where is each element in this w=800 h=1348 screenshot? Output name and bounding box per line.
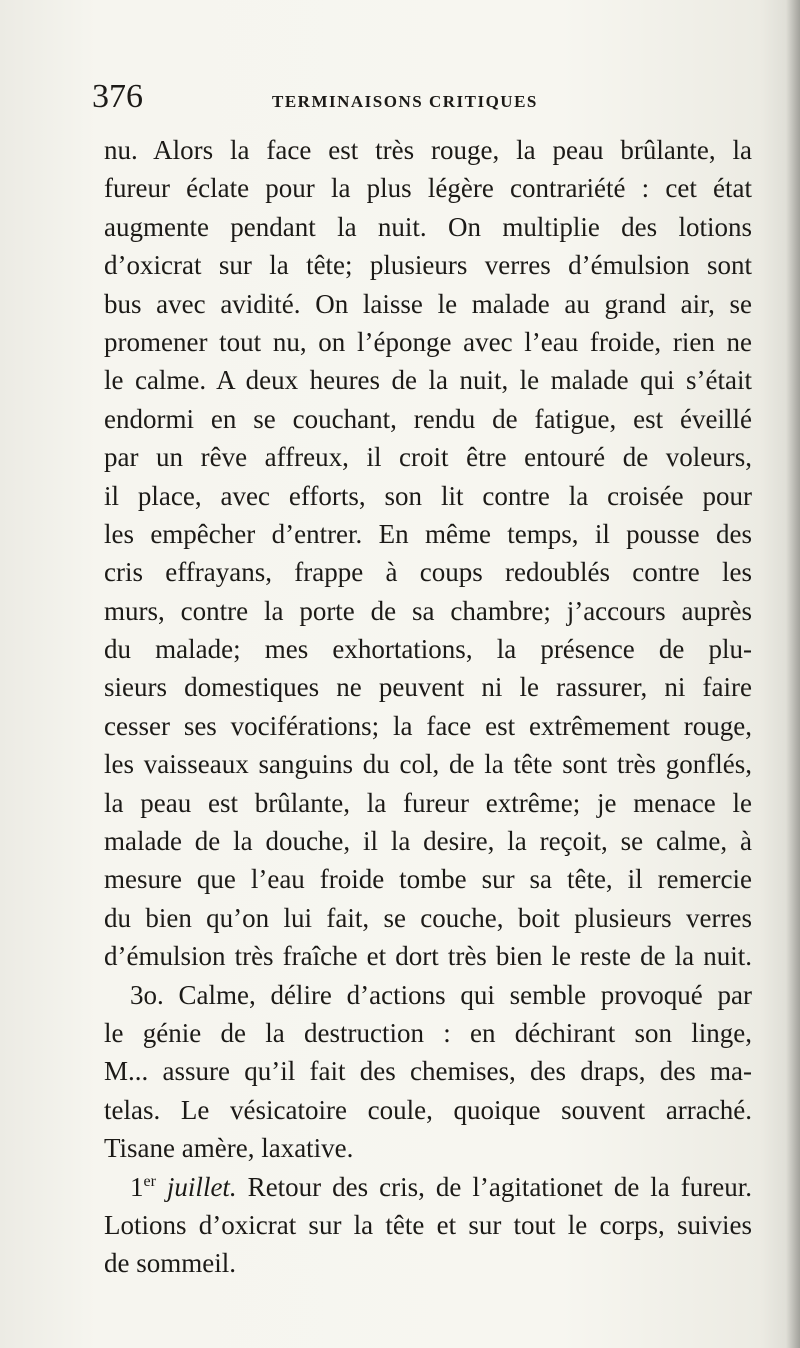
page-header <box>92 78 752 122</box>
text-line: la peau est brûlante, la fureur extrême; je menace le <box>104 787 752 818</box>
text-line: le génie de la destruction : en déchirant son linge, <box>104 1017 752 1048</box>
text-line: sieurs domestiques ne peuvent ni le rassurer, ni faire <box>104 672 752 703</box>
text-line: Lotions d’oxicrat sur la tête et sur tout le corps, suivies <box>104 1209 752 1240</box>
text-line: cris effrayans, frappe à coups redoublés contre les <box>104 557 752 588</box>
text-line: M... assure qu’il fait des chemises, des draps, des ma- <box>104 1056 752 1087</box>
date-month: juillet. <box>155 1171 237 1202</box>
text-line: nu. Alors la face est très rouge, la peau brûlante, la <box>104 135 752 165</box>
entry-text: Retour des cris, de l’agitationet de la fureur. <box>236 1171 752 1202</box>
dated-entry-line <box>104 1168 752 1206</box>
text-line: augmente pendant la nuit. On multiplie des lotions <box>104 211 752 242</box>
text-line: promener tout nu, on l’éponge avec l’eau froide, rien ne <box>104 326 752 357</box>
text-line: endormi en se couchant, rendu de fatigue, est éveillé <box>104 403 752 434</box>
text-line: du malade; mes exhortations, la présence de plu- <box>104 634 752 665</box>
page-edge-shadow <box>786 0 800 1348</box>
text-line: fureur éclate pour la plus légère contrariété : cet état <box>104 173 752 204</box>
text-line: le calme. A deux heures de la nuit, le malade qui s’était <box>104 365 752 396</box>
text-line: il place, avec efforts, son lit contre la croisée pour <box>104 480 752 511</box>
text-line: par un rêve affreux, il croit être entouré de voleurs, <box>104 442 752 473</box>
text-line: les empêcher d’entrer. En même temps, il pousse des <box>104 518 752 549</box>
text-line: mesure que l’eau froide tombe sur sa tête, il remercie <box>104 864 752 895</box>
text-line: de sommeil. <box>104 1248 236 1279</box>
date-ordinal: er <box>143 1172 156 1190</box>
page-number: 376 <box>92 78 143 115</box>
text-line: les vaisseaux sanguins du col, de la tête sont très gonflés, <box>104 749 752 780</box>
text-line: malade de la douche, il la desire, la reçoit, se calme, à <box>104 826 752 857</box>
text-line: Tisane amère, laxative. <box>104 1133 354 1164</box>
date-day: 1 <box>130 1171 144 1202</box>
text-line: d’émulsion très fraîche et dort très bien le reste de la nuit. <box>104 941 752 972</box>
text-line: murs, contre la porte de sa chambre; j’accours auprès <box>104 595 752 626</box>
text-line: d’oxicrat sur la tête; plusieurs verres d’émulsion sont <box>104 250 752 281</box>
text-line: telas. Le vésicatoire coule, quoique souvent arraché. <box>104 1094 752 1125</box>
text-line: bus avec avidité. On laisse le malade au grand air, se <box>104 288 752 319</box>
text-line: du bien qu’on lui fait, se couche, boit plusieurs verres <box>104 902 752 933</box>
text-line: 3o. Calme, délire d’actions qui semble provoqué par <box>130 979 752 1010</box>
body-text <box>104 131 752 1283</box>
text-line: cesser ses vociférations; la face est extrêmement rouge, <box>104 710 752 741</box>
running-title: TERMINAISONS CRITIQUES <box>272 92 538 111</box>
